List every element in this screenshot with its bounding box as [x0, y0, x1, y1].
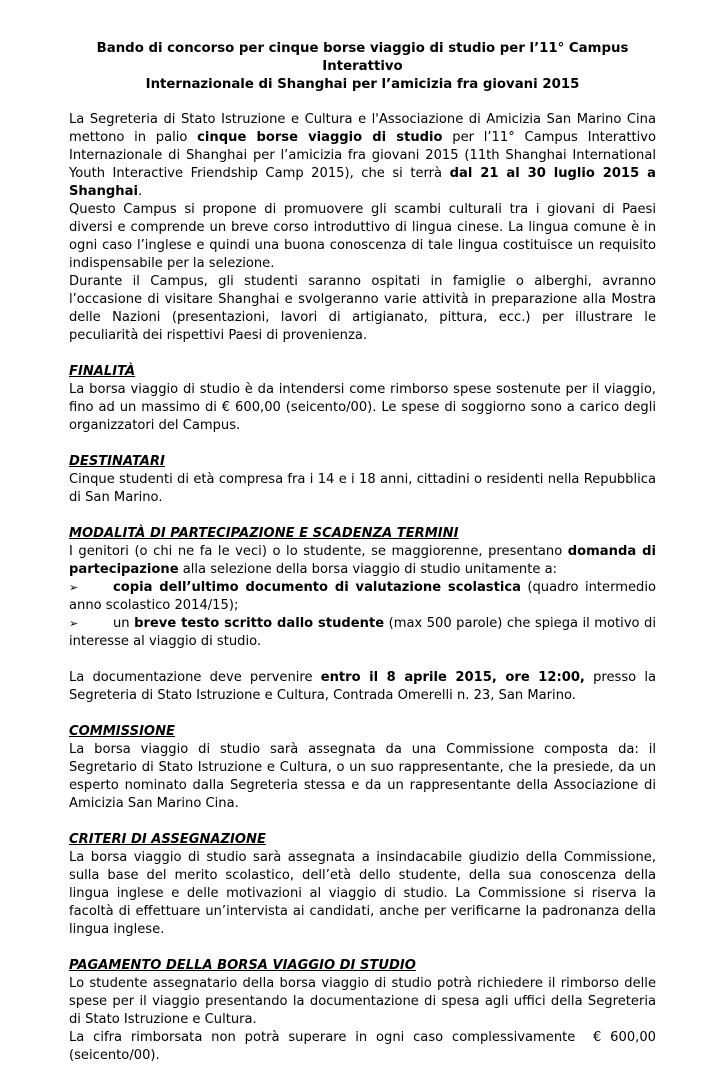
deadline-bold: entro il 8 aprile 2015, ore 12:00,	[320, 670, 585, 685]
section-heading-pagamento: PAGAMENTO DELLA BORSA VIAGGIO DI STUDIO	[69, 958, 416, 973]
bullet-bold-2: breve testo scritto dallo studente	[134, 616, 385, 631]
section-heading-finalita: FINALITÀ	[69, 364, 136, 379]
section-heading-commissione: COMMISSIONE	[69, 724, 175, 739]
arrow-bullet-icon: ➢	[69, 581, 79, 594]
deadline-text	[69, 669, 656, 705]
modalita-bold-domanda: domanda di partecipazione	[69, 544, 656, 577]
arrow-bullet-icon: ➢	[69, 617, 79, 630]
section-heading-criteri: CRITERI DI ASSEGNAZIONE	[69, 832, 266, 847]
bullet-rest-2: (max 500 parole) che spiega il motivo di interesse al viaggio di studio.	[69, 616, 656, 649]
bullet-bold-1: copia dell’ultimo documento di valutazione scolastica	[113, 580, 521, 595]
modalita-text-part: I genitori (o chi ne fa le veci) o lo studente, se maggiorenne, presentano	[69, 544, 568, 559]
pagamento-text-2: La cifra rimborsata non potrà superare in ogni caso complessivamente € 600,00 (seicento/00).	[69, 1030, 661, 1063]
intro-text: .	[137, 184, 143, 199]
finalita-text: La borsa viaggio di studio è da intendersi come rimborso spese sostenute per il viaggio, fino ad un massimo di € 600,00 (seicento/00). Le spese di soggiorno sono a carico degli organizzatori del Campus.	[69, 382, 656, 433]
intro-text: La Segreteria di Stato Istruzione e Cultura e l'Associazione di Amicizia San Marino Cina mettono in palio	[69, 112, 656, 145]
document-title	[69, 40, 656, 94]
deadline-part: presso la Segreteria di Stato Istruzione e Cultura, Contrada Omerelli n. 23, San Marino.	[69, 670, 657, 703]
intro-bold-prize: cinque borse viaggio di studio	[197, 130, 443, 145]
intro-bold-dates: dal 21 al 30 luglio 2015 a Shanghai	[69, 166, 656, 199]
criteri-text: La borsa viaggio di studio sarà assegnata a insindacabile giudizio della Commissione, sulla base del merito scolastico, dell’età dello studente, della sua conoscenza della lingua inglese e delle motivazioni al viaggio di studio. La Commissione si riserva la facoltà di effettuare un’intervista ai candidati, anche per verificarne la padronanza della lingua inglese.	[69, 850, 656, 937]
bullet-rest-1: (quadro intermedio anno scolastico 2014/15);	[69, 580, 657, 613]
modalita-text	[69, 543, 656, 579]
intro-paragraph-1	[69, 111, 656, 201]
intro-paragraph-2: Questo Campus si propone di promuovere gli scambi culturali tra i giovani di Paesi diversi e comprende un breve corso introduttivo di lingua cinese. La lingua comune è in ogni caso l’inglese e quindi una buona conoscenza di tale lingua costituisce un requisito indispensabile per la selezione.	[69, 202, 656, 271]
intro-text: per l’11° Campus Interattivo Internazionale di Shanghai per l’amicizia fra giovani 2015 (11th Shanghai International Youth Interactive Friendship Camp 2015), che si terrà	[69, 130, 657, 181]
commissione-text: La borsa viaggio di studio sarà assegnata da una Commissione composta da: il Segretario di Stato Istruzione e Cultura, o un suo rappresentante, che la presiede, da un esperto nominato dalla Segreteria stessa e da un rappresentante della Associazione di Amicizia San Marino Cina.	[69, 742, 656, 811]
bullet-text-2	[69, 615, 656, 651]
bullet-pre-2: un	[113, 616, 135, 631]
section-heading-destinatari: DESTINATARI	[69, 454, 165, 469]
bullet-item-2	[69, 615, 656, 651]
modalita-text-part: alla selezione della borsa viaggio di studio unitamente a:	[178, 562, 557, 577]
pagamento-text-1: Lo studente assegnatario della borsa viaggio di studio potrà richiedere il rimborso delle spese per il viaggio presentando la documentazione di spesa agli uffici della Segreteria di Stato Istruzione e Cultura.	[69, 976, 656, 1027]
destinatari-text: Cinque studenti di età compresa fra i 14 e i 18 anni, cittadini o residenti nella Repubblica di San Marino.	[69, 472, 656, 505]
title-line-2: Internazionale di Shanghai per l’amicizia fra giovani 2015	[145, 77, 580, 92]
section-heading-modalita: MODALITÀ DI PARTECIPAZIONE E SCADENZA TERMINI	[69, 526, 459, 541]
bullet-item-1	[69, 579, 656, 615]
deadline-part: La documentazione deve pervenire	[69, 670, 321, 685]
intro-paragraph-3: Durante il Campus, gli studenti saranno ospitati in famiglie o alberghi, avranno l’occasione di visitare Shanghai e svolgeranno varie attività in preparazione alla Mostra delle Nazioni (presentazioni, lavori di artigianato, pittura, ecc.) per illustrare le peculiarità dei rispettivi Paesi di provenienza.	[69, 274, 656, 343]
bullet-text-1	[69, 579, 656, 615]
title-line-1: Bando di concorso per cinque borse viaggio di studio per l’11° Campus Interattivo	[96, 41, 629, 74]
